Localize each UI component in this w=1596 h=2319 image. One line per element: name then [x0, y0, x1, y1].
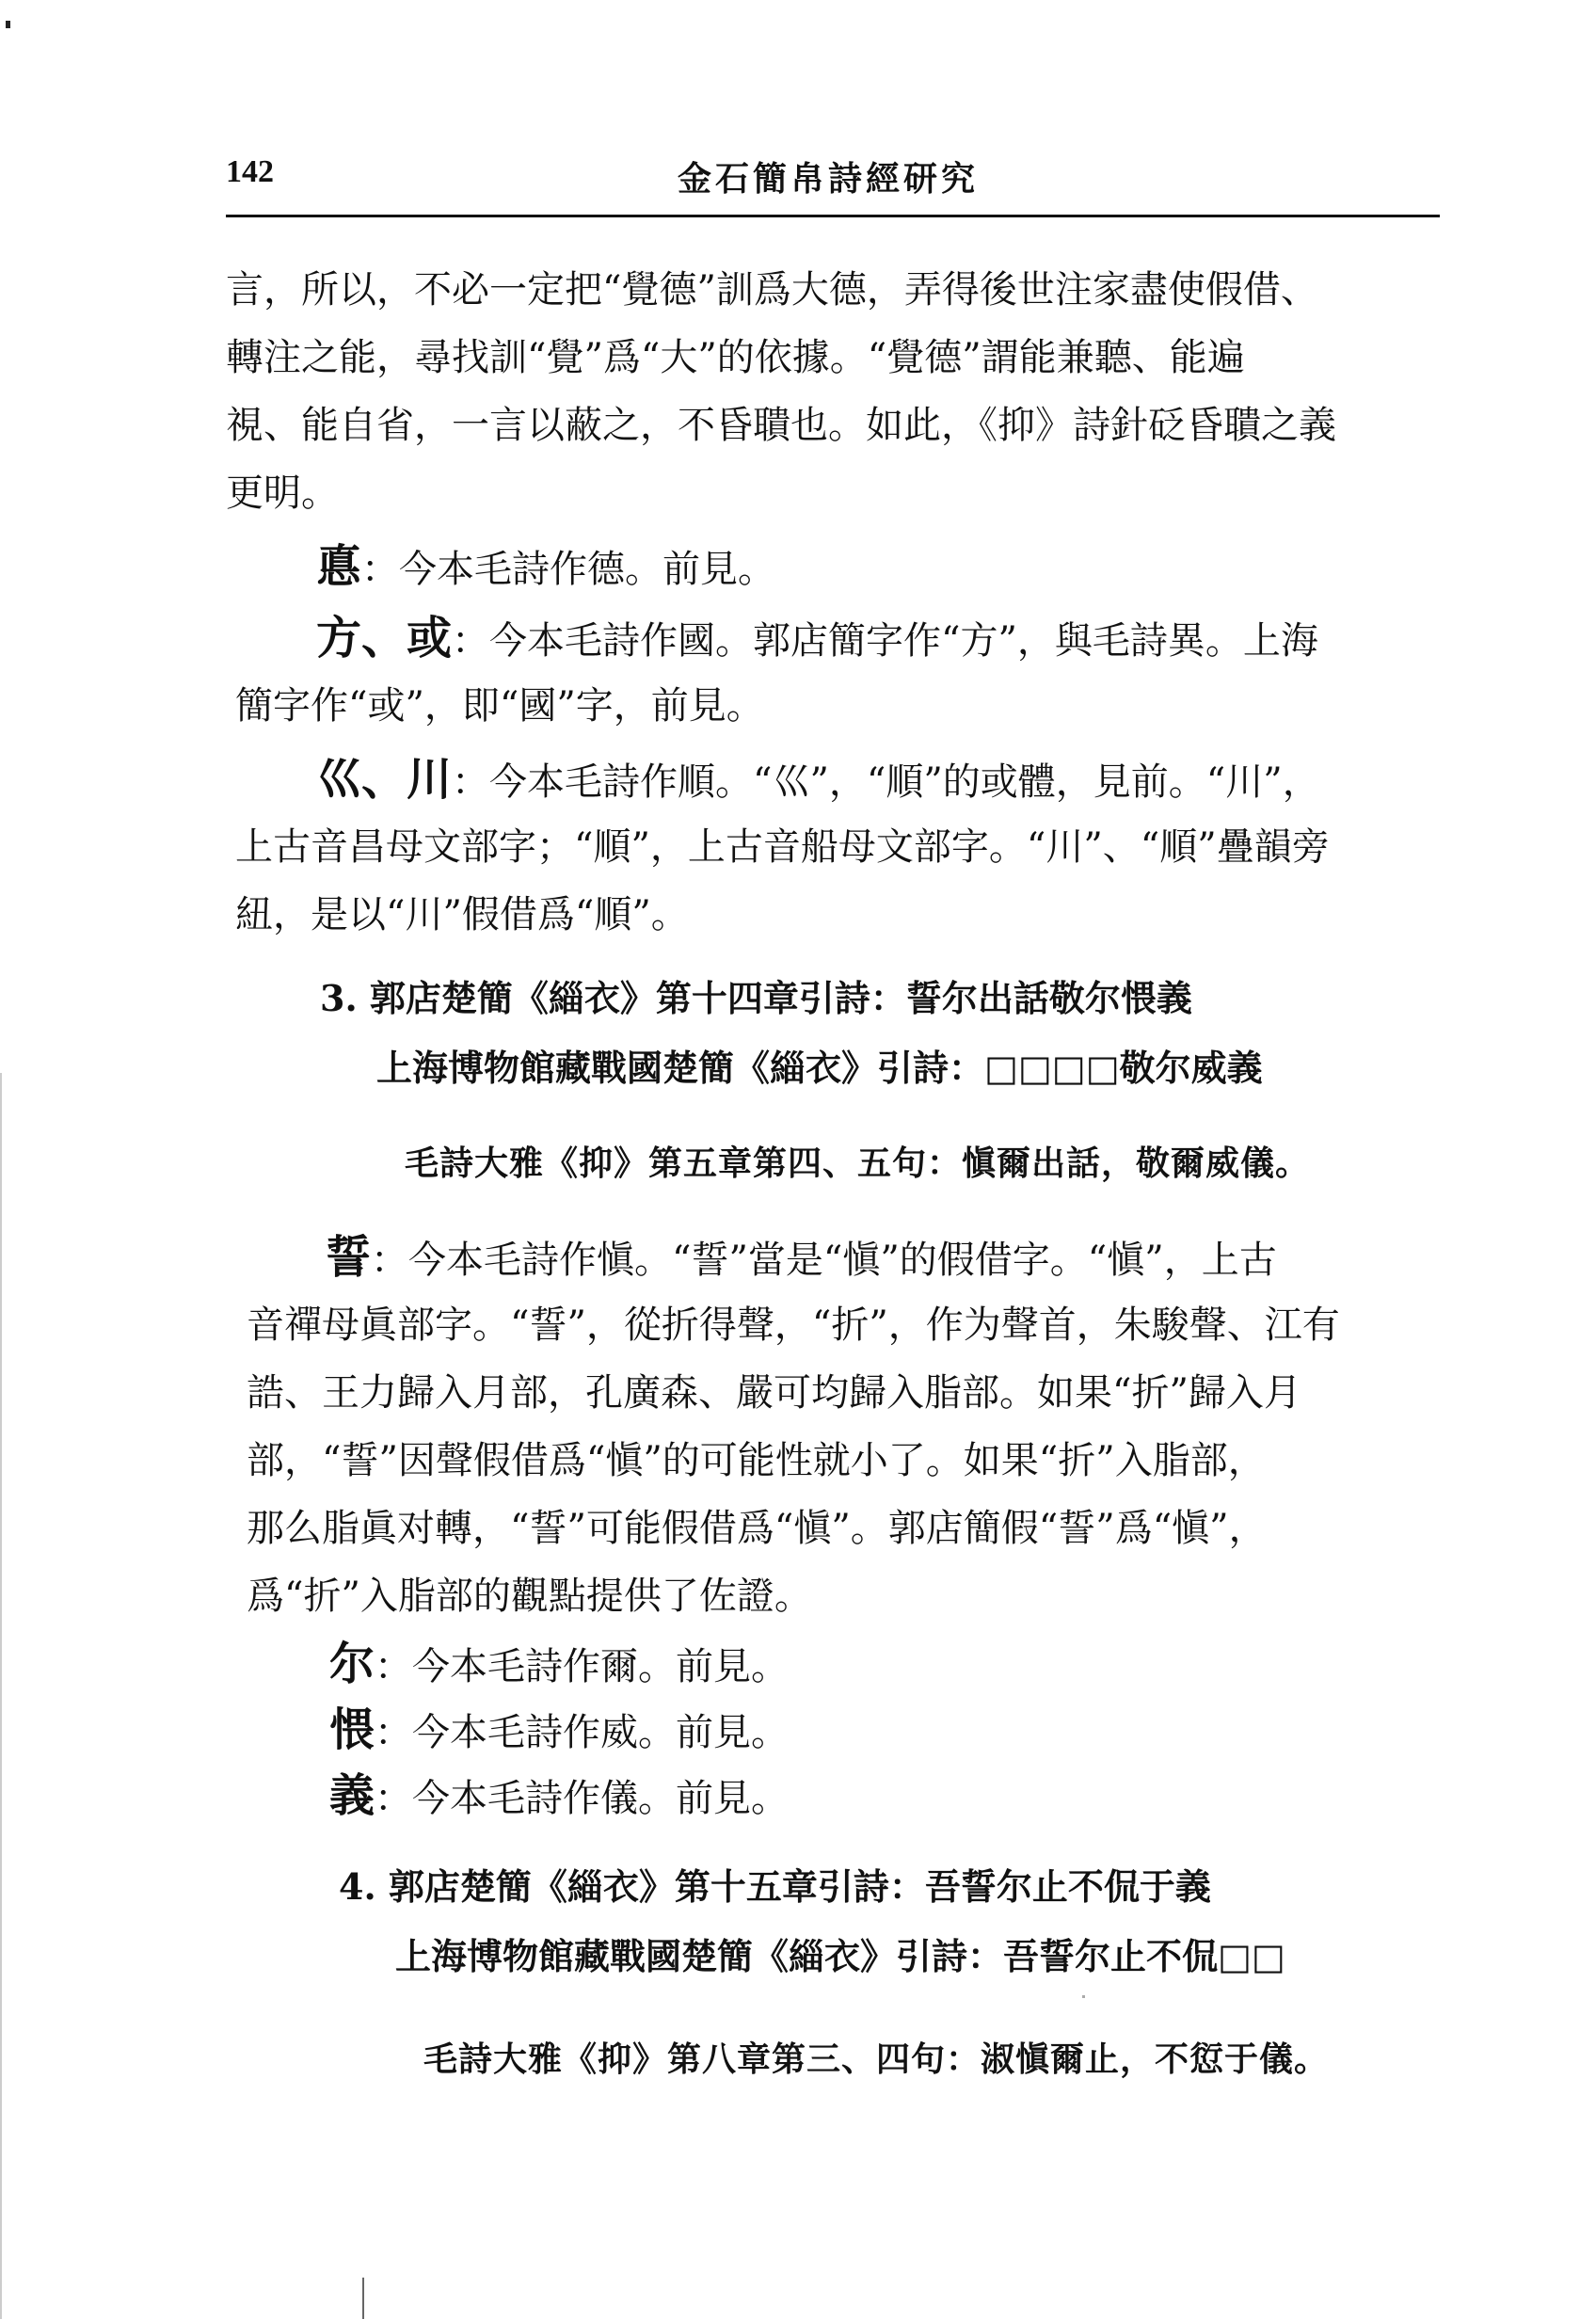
citation-guodian: 3. 郭店楚簡《緇衣》第十四章引詩：誓尔出話敬尔愄義 [320, 977, 1192, 1019]
term-shi: 誓 [326, 1231, 372, 1284]
note-yi [329, 1762, 789, 1832]
citation-mao: 毛詩大雅《抑》第五章第四、五句：愼爾出話，敬爾威儀。 [405, 1144, 1311, 1183]
scan-speck [6, 21, 10, 28]
text-line: 部，“誓”因聲假借爲“愼”的可能性就小了。如果“折”入脂部， [247, 1439, 1266, 1482]
note-de [316, 533, 775, 603]
term-er: 尔 [329, 1638, 375, 1690]
citation-guodian: 4. 郭店楚簡《緇衣》第十五章引詩：吾誓尔止不侃于義 [339, 1865, 1211, 1908]
note-text: ：今本毛詩作順。“巛”，“順”的或體，見前。“川”， [452, 760, 1320, 804]
note-text: ：今本毛詩作愼。“誓”當是“愼”的假借字。“愼”，上古 [371, 1239, 1277, 1282]
text-line: 那么脂眞对轉，“誓”可能假借爲“愼”。郭店簡假“誓”爲“愼”， [247, 1507, 1267, 1550]
text-line: 音禪母眞部字。“誓”，從折得聲，“折”，作为聲首，朱駿聲、江有 [247, 1303, 1340, 1347]
text-line: 誥、王力歸入月部，孔廣森、嚴可均歸入脂部。如果“折”歸入月 [247, 1371, 1301, 1415]
term-chuan: 巛、川 [316, 753, 453, 806]
term-fang: 方、或 [316, 612, 453, 664]
note-shi [326, 1223, 1277, 1294]
term-yi: 義 [329, 1769, 375, 1822]
note-fang [316, 604, 1318, 675]
note-chuan [316, 745, 1320, 816]
scan-edge [0, 1073, 2, 2319]
note-text: ：今本毛詩作國。郭店簡字作“方”，與毛詩異。上海 [452, 619, 1318, 663]
note-text: ：今本毛詩作威。前見。 [375, 1711, 790, 1754]
text-line: 簡字作“或”，即“國”字，前見。 [235, 684, 764, 728]
citation-mao: 毛詩大雅《抑》第八章第三、四句：淑愼爾止，不愆于儀。 [423, 2039, 1330, 2079]
text-line: 更明。 [226, 472, 339, 515]
header-rule [226, 215, 1440, 217]
citation-shanghai: 上海博物館藏戰國楚簡《緇衣》引詩：□□□□敬尔威義 [376, 1047, 1263, 1089]
note-er [329, 1630, 789, 1701]
note-wei [329, 1696, 789, 1767]
note-text: ：今本毛詩作儀。前見。 [375, 1777, 790, 1820]
term-wei: 愄 [329, 1703, 375, 1756]
page-header [226, 141, 1430, 207]
text-line: 轉注之能，尋找訓“覺”爲“大”的依據。“覺德”謂能兼聽、能遍 [226, 336, 1245, 379]
citation-shanghai: 上海博物館藏戰國楚簡《緇衣》引詩：吾誓尔止不侃□□ [395, 1935, 1285, 1977]
text-line: 爲“折”入脂部的觀點提供了佐證。 [247, 1575, 812, 1618]
scan-speck [1082, 1995, 1085, 1998]
text-line: 視、能自省，一言以蔽之，不昏聵也。如此，《抑》詩針砭昏聵之義 [226, 404, 1336, 447]
term-de: 悳 [316, 540, 362, 593]
text-line: 言，所以，不必一定把“覺德”訓爲大德，弄得後世注家盡使假借、 [226, 268, 1318, 312]
note-text: ：今本毛詩作爾。前見。 [375, 1645, 790, 1688]
note-text: ：今本毛詩作德。前見。 [361, 548, 776, 591]
page-number: 142 [226, 154, 274, 189]
running-title: 金石簡帛詩經研究 [677, 159, 979, 199]
text-line: 紐，是以“川”假借爲“順”。 [235, 893, 689, 936]
text-line: 上古音昌母文部字；“順”，上古音船母文部字。“川”、“順”疊韻旁 [235, 825, 1330, 869]
scan-mark [362, 2278, 364, 2319]
